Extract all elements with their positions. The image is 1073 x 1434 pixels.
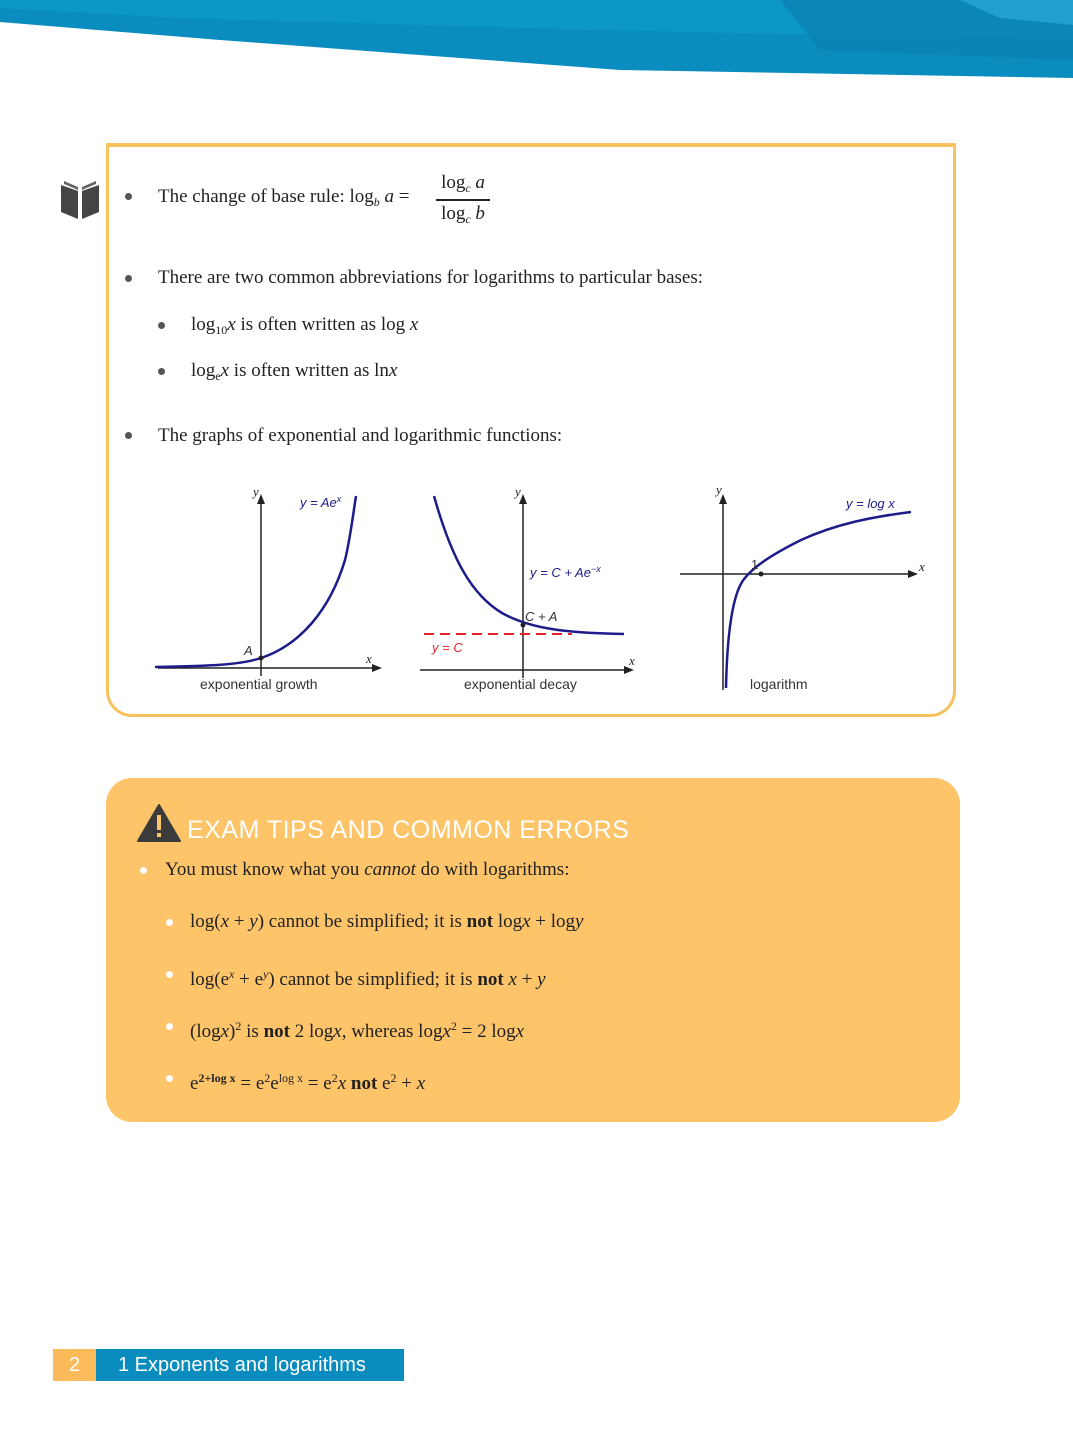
x-axis-label: x [919,559,925,574]
bullet-dot [125,432,132,439]
sub-bullet-dot [166,1075,173,1082]
graph-caption: exponential decay [464,676,577,692]
point-label-c-plus-a: C + A [525,609,558,624]
exponential-growth-graph [150,480,390,700]
arg-a: a [384,186,395,207]
sub-bullet-dot [166,1023,173,1030]
warning-icon [137,803,181,843]
bullet-dot [140,867,147,874]
tip-log-squared: $(\log x)^2$ is not 2 logx, whereas logx$^2$ = 2 logx [190,1019,525,1042]
sub-bullet-dot [158,368,165,375]
point-label-a: A [244,643,253,658]
abbreviation-log10: $\log_{10}x$ is often written as log x [191,314,419,337]
x-axis-label: x [629,653,635,668]
page-number: 2 [53,1349,96,1381]
graphs-intro: The graphs of exponential and logarithmic functions: [158,425,563,446]
y-axis-label: y [515,484,521,499]
x-axis-label: x [366,651,372,666]
exponential-decay-graph [412,480,652,700]
tip-exp-log: $e^{2+log x} = e^2e^{log x} = e^2x$ not $e^2 + x$ [190,1071,426,1094]
y-axis-label: y [716,482,722,497]
tip-log-exp-sum: $\log(e^x + e^y)$ cannot be simplified; it is not x + y [190,967,546,990]
growth-equation: $y = Ae^x$ [300,494,342,510]
change-of-base-rule [158,185,410,214]
tips-intro: You must know what you cannot do with logarithms: [165,859,570,880]
book-icon [60,181,100,219]
denominator: $\log_c b$ [441,202,485,226]
y-axis-label: y [253,484,259,499]
asymptote-label: y = C [432,640,463,655]
graph-caption: exponential growth [200,676,318,692]
graph-caption: logarithm [750,676,808,692]
log-equation: y = log x [846,496,895,511]
log-text: log [349,186,374,207]
exam-tips-title: EXAM TIPS AND COMMON ERRORS [187,816,630,844]
equals-sign: = [398,186,410,207]
numerator: $\log_c a$ [441,172,485,195]
rule-text: The change of base rule: [158,186,350,207]
bullet-dot [125,193,132,200]
sub-bullet-dot [166,971,173,978]
tip-log-sum: log(x + y) cannot be simplified; it is not logx + logy [190,911,584,932]
chapter-title: 1 Exponents and logarithms [96,1349,404,1381]
logarithm-graph [676,480,936,700]
bullet-dot [125,275,132,282]
abbreviation-loge: $\log_ex$ is often written as lnx [191,360,398,383]
abbreviations-intro: There are two common abbreviations for logarithms to particular bases: [158,267,704,288]
change-of-base-fraction [436,172,490,227]
point-label-1: 1 [751,557,759,572]
decay-equation: $y = C + Ae^{-x}$ [530,564,601,580]
sub-bullet-dot [158,322,165,329]
sub-bullet-dot [166,919,173,926]
base-b: b [373,195,380,209]
header-banner [0,0,1073,80]
